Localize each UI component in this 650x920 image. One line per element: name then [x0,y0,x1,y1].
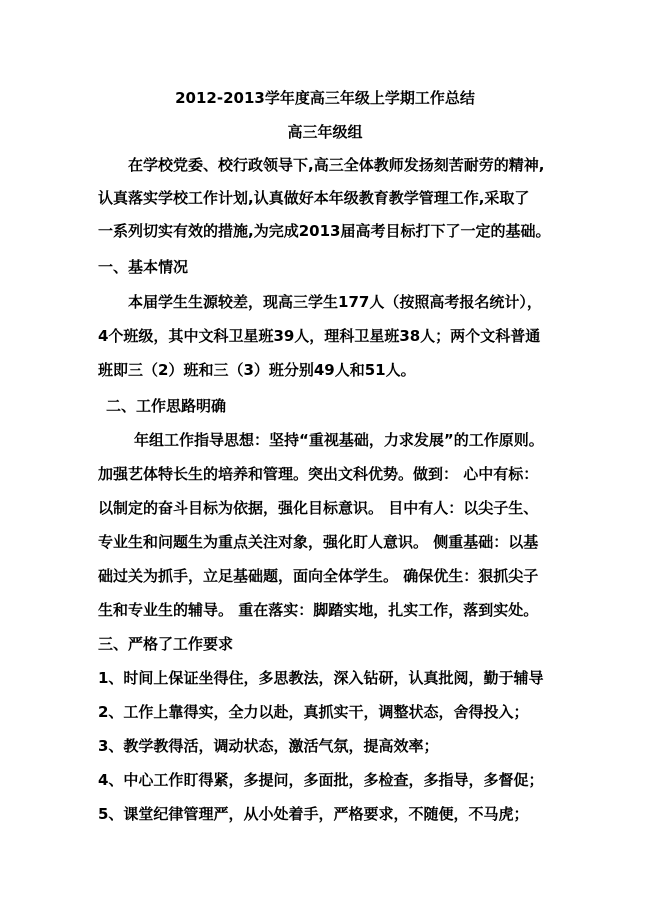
section-heading: 三、严格了工作要求 [98,635,234,653]
paragraph-line: 以制定的奋斗目标为依据，强化目标意识。 目中有人：以尖子生、 [98,499,539,517]
intro-line: 在学校党委、校行政领导下,高三全体教师发扬刻苦耐劳的精神, [128,156,545,174]
paragraph-line: 班即三（2）班和三（3）班分别49人和51人。 [98,361,416,379]
paragraph-line: 专业生和问题生为重点关注对象，强化盯人意识。 侧重基础：以基 [98,533,539,551]
list-item: 2、工作上靠得实，全力以赴，真抓实干，调整状态，舍得投入； [98,703,529,721]
section-heading: 二、工作思路明确 [106,397,227,415]
list-item: 4、中心工作盯得紧，多提问，多面批，多检查，多指导，多督促； [98,771,544,789]
intro-line: 认真落实学校工作计划,认真做好本年级教育教学管理工作,采取了 [98,189,530,207]
paragraph-line: 本届学生生源较差，现高三学生177人（按照高考报名统计）， [128,293,542,311]
paragraph-line: 加强艺体特长生的培养和管理。突出文科优势。做到： 心中有标： [98,465,539,483]
list-item: 1、时间上保证坐得住，多思教法，深入钻研，认真批阅，勤于辅导 [98,669,544,687]
paragraph-line: 础过关为抓手，立足基础题，面向全体学生。 确保优生：狠抓尖子 [98,567,539,585]
list-item: 3、教学教得活，调动状态，激活气氛，提高效率； [98,737,439,755]
paragraph-line: 生和专业生的辅导。 重在落实：脚踏实地，扎实工作，落到实处。 [98,601,539,619]
section-heading: 一、基本情况 [98,258,189,276]
page-subtitle: 高三年级组 [287,123,363,141]
paragraph-line: 年组工作指导思想：坚持“重视基础，力求发展”的工作原则。 [134,431,544,449]
intro-line: 一系列切实有效的措施,为完成2013届高考目标打下了一定的基础。 [98,222,551,240]
page-title: 2012-2013学年度高三年级上学期工作总结 [175,89,475,107]
list-item: 5、课堂纪律管理严，从小处着手，严格要求，不随便，不马虎； [98,805,529,823]
paragraph-line: 4个班级，其中文科卫星班39人，理科卫星班38人；两个文科普通 [98,327,541,345]
